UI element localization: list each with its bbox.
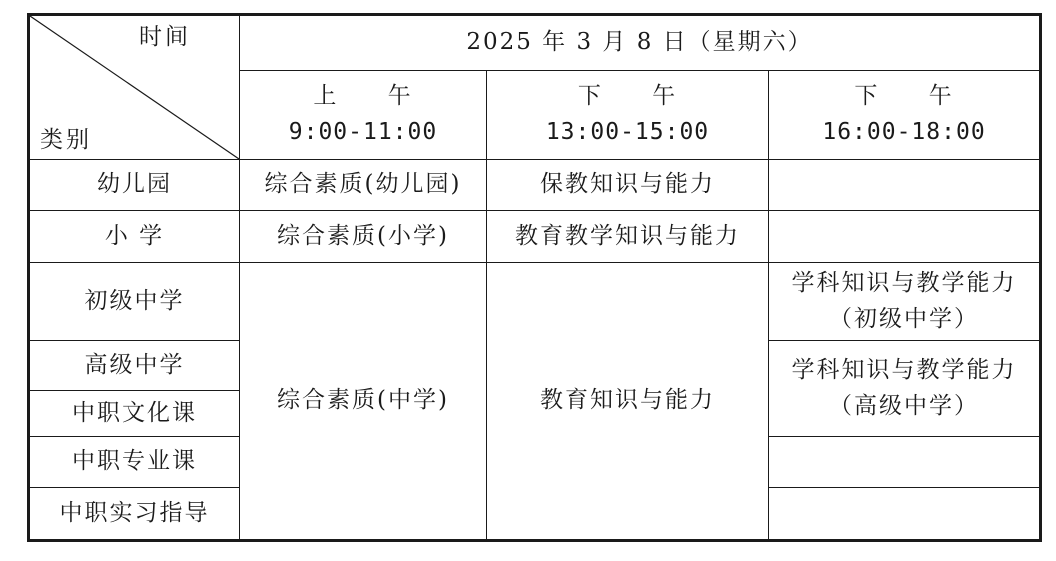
- subject-title: 学科知识与教学能力: [791, 269, 1017, 296]
- period-name: 下 午: [577, 83, 698, 110]
- period-header-afternoon-2: [769, 71, 1041, 160]
- cell-secondary-am: 综合素质(中学): [240, 263, 487, 541]
- cell-kindergarten-pm2: [769, 160, 1041, 211]
- header-corner-cell: [29, 15, 240, 160]
- category-senior-high: 高级中学: [29, 341, 240, 391]
- period-time: 9:00-11:00: [288, 119, 438, 145]
- exam-schedule-table: [27, 13, 1042, 542]
- category-vocational-culture: 中职文化课: [29, 391, 240, 437]
- cell-primary-am: 综合素质(小学): [240, 211, 487, 263]
- corner-time-label: 时间: [139, 24, 191, 50]
- cell-primary-pm1: 教育教学知识与能力: [487, 211, 769, 263]
- cell-vocational-internship-pm2: [769, 488, 1041, 541]
- period-header-morning: [240, 71, 487, 160]
- period-time: 13:00-15:00: [545, 119, 710, 145]
- cell-primary-pm2: [769, 211, 1041, 263]
- cell-junior-high-pm2: [769, 263, 1041, 341]
- cell-vocational-specialty-pm2: [769, 437, 1041, 488]
- period-name: 下 午: [854, 83, 974, 110]
- cell-senior-high-pm2: [769, 341, 1041, 437]
- corner-category-label: 类别: [40, 127, 92, 154]
- cell-secondary-pm1: 教育知识与能力: [487, 263, 769, 541]
- cell-kindergarten-am: 综合素质(幼儿园): [240, 160, 487, 211]
- category-kindergarten: 幼儿园: [29, 160, 240, 211]
- category-vocational-specialty: 中职专业课: [29, 437, 240, 488]
- period-name: 上 午: [313, 83, 433, 110]
- period-time: 16:00-18:00: [822, 119, 986, 145]
- category-junior-high: 初级中学: [29, 263, 240, 341]
- cell-kindergarten-pm1: 保教知识与能力: [487, 160, 769, 211]
- category-primary: 小 学: [29, 211, 240, 263]
- subject-title: 学科知识与教学能力: [791, 356, 1017, 383]
- exam-date-header: 2025 年 3 月 8 日（星期六）: [240, 15, 1041, 71]
- subject-level: （初级中学）: [829, 305, 980, 332]
- period-header-afternoon-1: [487, 71, 769, 160]
- category-vocational-internship: 中职实习指导: [29, 488, 240, 541]
- subject-level: （高级中学）: [829, 392, 980, 419]
